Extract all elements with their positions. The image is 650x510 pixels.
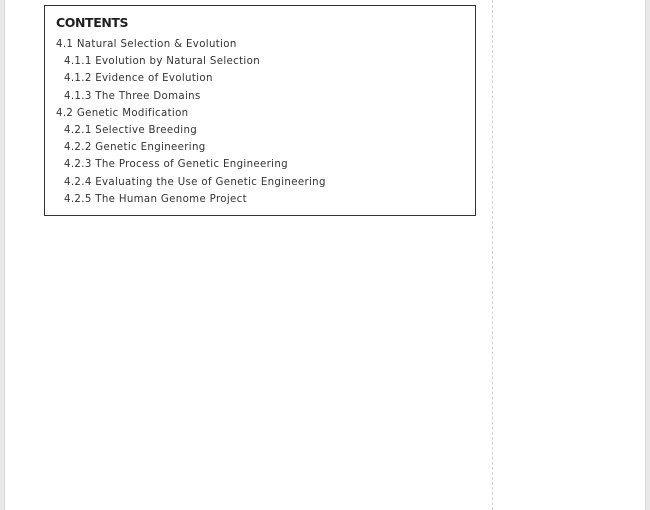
toc-item-4-1-2[interactable]: 4.1.2 Evidence of Evolution <box>64 73 213 85</box>
column-guide-line <box>492 0 493 510</box>
toc-list <box>56 36 464 208</box>
toc-item-4-2[interactable]: 4.2 Genetic Modification <box>56 107 189 119</box>
toc-title: CONTENTS <box>56 15 129 30</box>
toc-item-4-2-5[interactable]: 4.2.5 The Human Genome Project <box>64 193 247 205</box>
table-of-contents <box>44 5 476 216</box>
toc-item-4-2-2[interactable]: 4.2.2 Genetic Engineering <box>64 142 206 154</box>
document-page <box>4 0 646 510</box>
toc-item-4-1[interactable]: 4.1 Natural Selection & Evolution <box>56 39 237 50</box>
toc-item-4-2-4[interactable]: 4.2.4 Evaluating the Use of Genetic Engineering <box>64 176 326 188</box>
toc-item-4-1-3[interactable]: 4.1.3 The Three Domains <box>64 90 201 102</box>
toc-item-4-2-1[interactable]: 4.2.1 Selective Breeding <box>64 125 198 137</box>
toc-item-4-1-1[interactable]: 4.1.1 Evolution by Natural Selection <box>64 56 260 68</box>
toc-item-4-2-3[interactable]: 4.2.3 The Process of Genetic Engineering <box>64 159 288 171</box>
